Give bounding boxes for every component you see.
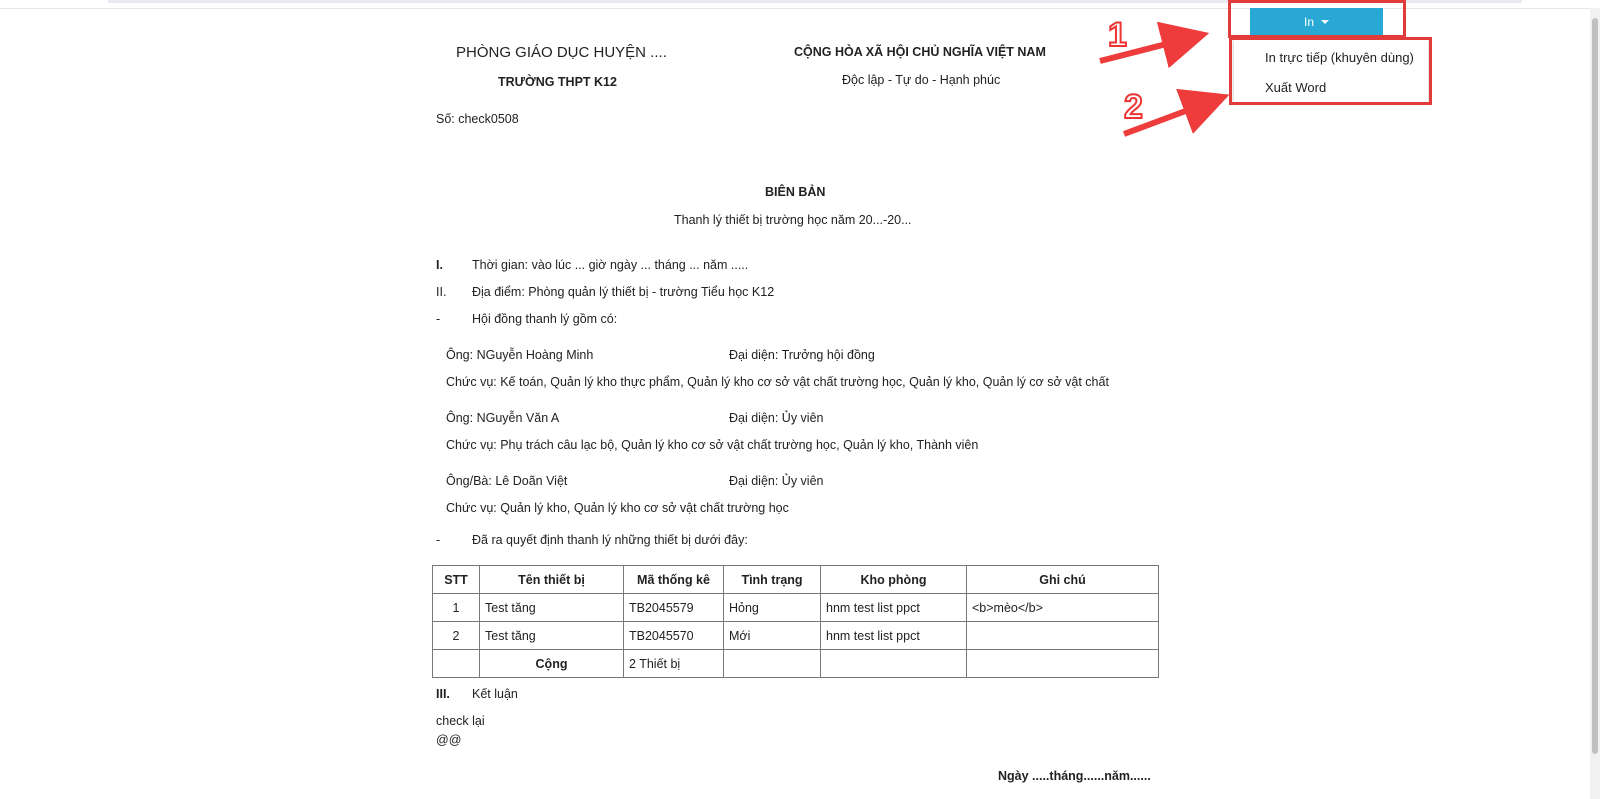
member-2-position: Chức vụ: Phụ trách câu lạc bộ, Quản lý kho cơ sở vật chất trường học, Quản lý kho, Thành viên: [446, 438, 979, 452]
cell-room: hnm test list ppct: [821, 622, 967, 650]
menu-item-export-word[interactable]: Xuất Word: [1265, 80, 1327, 95]
cell-code: TB2045570: [624, 622, 724, 650]
member-3-role: Đại diện: Ủy viên: [729, 474, 824, 488]
col-note: Ghi chú: [967, 566, 1159, 594]
conclusion-line-2: @@: [436, 733, 462, 747]
total-label: Cộng: [480, 650, 624, 678]
vertical-scrollbar[interactable]: [1590, 8, 1600, 799]
cell-stt: 2: [433, 622, 480, 650]
total-value: 2 Thiết bị: [624, 650, 724, 678]
section-ii-text: Địa điểm: Phòng quản lý thiết bị - trường Tiểu học K12: [472, 285, 775, 299]
cell-name: Test tăng: [480, 594, 624, 622]
header-department: PHÒNG GIÁO DỤC HUYỆN ....: [456, 44, 667, 61]
section-iii-text: Kết luận: [472, 687, 518, 701]
step-1-label: 1: [1108, 16, 1127, 54]
col-stt: STT: [433, 566, 480, 594]
menu-item-print-direct[interactable]: In trực tiếp (khuyên dùng): [1265, 50, 1414, 65]
document-subtitle: Thanh lý thiết bị trường học năm 20...-20...: [674, 213, 912, 227]
scrollbar-thumb[interactable]: [1592, 18, 1598, 754]
step-2-label: 2: [1124, 88, 1143, 126]
col-status: Tình trạng: [724, 566, 821, 594]
col-code: Mã thống kê: [624, 566, 724, 594]
header-country: CỘNG HÒA XÃ HỘI CHỦ NGHĨA VIỆT NAM: [794, 45, 1046, 59]
section-i-text: Thời gian: vào lúc ... giờ ngày ... tháng ... năm .....: [472, 258, 749, 272]
council-intro: Hội đồng thanh lý gồm có:: [472, 312, 618, 326]
document-number: Số: check0508: [436, 112, 519, 126]
document-title: BIÊN BẢN: [765, 185, 826, 199]
cell-note: <b>mèo</b>: [967, 594, 1159, 622]
cell-status: Mới: [724, 622, 821, 650]
member-2-role: Đại diện: Ủy viên: [729, 411, 824, 425]
print-button-label: In: [1303, 14, 1314, 29]
section-i-number: I.: [436, 258, 443, 272]
cell-name: Test tăng: [480, 622, 624, 650]
cell-code: TB2045579: [624, 594, 724, 622]
cell-room: hnm test list ppct: [821, 594, 967, 622]
member-3-position: Chức vụ: Quản lý kho, Quản lý kho cơ sở vật chất trường học: [446, 501, 789, 515]
member-1-name: Ông: NGuyễn Hoàng Minh: [446, 348, 594, 362]
dash-decision: -: [436, 533, 441, 547]
date-line: Ngày .....tháng......năm......: [998, 769, 1151, 783]
section-iii-number: III.: [436, 687, 450, 701]
decision-intro: Đã ra quyết định thanh lý những thiết bị dưới đây:: [472, 533, 748, 547]
header-school: TRƯỜNG THPT K12: [498, 75, 617, 89]
conclusion-line-1: check lại: [436, 714, 485, 728]
member-1-position: Chức vụ: Kế toán, Quản lý kho thực phẩm, Quản lý kho cơ sở vật chất trường học, Quản lý kho, Quản lý cơ sở vật chất: [446, 375, 1109, 389]
section-ii-number: II.: [436, 285, 447, 299]
member-1-role: Đại diện: Trưởng hội đồng: [729, 348, 875, 362]
member-3-name: Ông/Bà: Lê Doãn Việt: [446, 474, 568, 488]
cell-stt: 1: [433, 594, 480, 622]
dash-council: -: [436, 312, 441, 326]
col-name: Tên thiết bị: [480, 566, 624, 594]
col-room: Kho phòng: [821, 566, 967, 594]
cell-status: Hỏng: [724, 594, 821, 622]
member-2-name: Ông: NGuyễn Văn A: [446, 411, 560, 425]
header-motto: Độc lập - Tự do - Hạnh phúc: [842, 73, 1001, 87]
